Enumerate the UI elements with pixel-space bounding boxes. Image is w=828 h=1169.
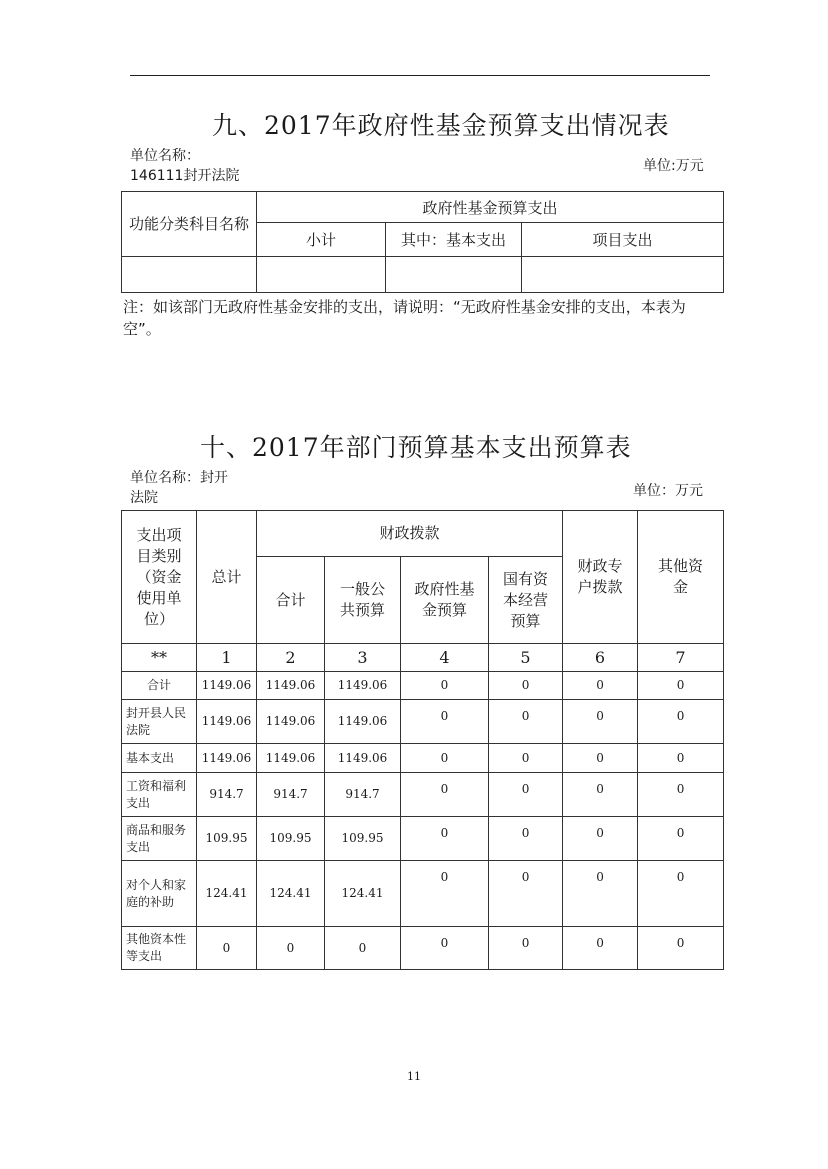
header-basic-expenditure: 其中：基本支出: [386, 223, 522, 257]
value-cell: 0: [401, 817, 489, 861]
value-cell: 0: [563, 773, 638, 817]
section9-title: 九、2017年政府性基金预算支出情况表: [212, 111, 670, 140]
table-row: [122, 700, 724, 744]
value-cell: 0: [563, 700, 638, 744]
value-cell: 109.95: [257, 817, 325, 861]
value-cell: 0: [489, 672, 563, 700]
header-gov-fund-budget: 政府性基金预算: [401, 557, 489, 644]
value-cell: 1149.06: [257, 744, 325, 773]
header-category: 支出项目类别（资金使用单位）: [122, 511, 197, 644]
value-cell: 1149.06: [325, 744, 401, 773]
index-cell: 1: [197, 644, 257, 672]
header-special-account: 财政专户拨款: [563, 511, 638, 644]
table-cell: [257, 257, 386, 293]
value-cell: 0: [257, 927, 325, 970]
index-cell: 4: [401, 644, 489, 672]
table-row: [122, 927, 724, 970]
value-cell: 0: [638, 672, 724, 700]
section9-unit-name-value: 146111封开法院: [130, 168, 240, 184]
value-cell: 124.41: [257, 861, 325, 927]
value-cell: 0: [638, 861, 724, 927]
section9-unit-name-label: 单位名称：: [130, 148, 200, 164]
value-cell: 0: [489, 744, 563, 773]
table-row: [122, 773, 724, 817]
section9-note: 注：如该部门无政府性基金安排的支出，请说明：“无政府性基金安排的支出，本表为空”。: [123, 298, 686, 338]
header-fiscal-appropriation: 财政拨款: [257, 511, 563, 557]
section10-unit-name-line1: 单位名称：封开: [130, 470, 228, 486]
page-number: 11: [407, 1070, 421, 1083]
value-cell: 0: [401, 700, 489, 744]
index-cell: 3: [325, 644, 401, 672]
value-cell: 0: [401, 861, 489, 927]
header-sum: 合计: [257, 557, 325, 644]
header-project-expenditure: 项目支出: [522, 223, 724, 257]
value-cell: 0: [563, 817, 638, 861]
value-cell: 0: [489, 773, 563, 817]
value-cell: 0: [401, 672, 489, 700]
header-state-capital-budget: 国有资本经营预算: [489, 557, 563, 644]
value-cell: 1149.06: [257, 700, 325, 744]
value-cell: 1149.06: [325, 672, 401, 700]
value-cell: 1149.06: [257, 672, 325, 700]
value-cell: 124.41: [197, 861, 257, 927]
row-label: 基本支出: [122, 744, 197, 773]
value-cell: 0: [401, 773, 489, 817]
row-label: 合计: [122, 672, 197, 700]
row-label: 封开县人民法院: [122, 700, 197, 744]
value-cell: 0: [563, 672, 638, 700]
value-cell: 914.7: [257, 773, 325, 817]
top-rule: [130, 75, 710, 76]
table-row: [122, 672, 724, 700]
value-cell: 0: [563, 927, 638, 970]
value-cell: 0: [197, 927, 257, 970]
header-other-funds: 其他资金: [638, 511, 724, 644]
index-cell: 2: [257, 644, 325, 672]
table-row: [122, 861, 724, 927]
value-cell: 1149.06: [197, 672, 257, 700]
value-cell: 0: [489, 700, 563, 744]
index-cell: 5: [489, 644, 563, 672]
basic-expenditure-table: [121, 510, 724, 970]
index-row: [122, 644, 724, 672]
value-cell: 0: [489, 817, 563, 861]
index-cell: 7: [638, 644, 724, 672]
value-cell: 1149.06: [325, 700, 401, 744]
value-cell: 0: [563, 861, 638, 927]
index-cell: **: [122, 644, 197, 672]
value-cell: 0: [638, 927, 724, 970]
table-row-empty: [122, 257, 724, 293]
value-cell: 1149.06: [197, 744, 257, 773]
value-cell: 109.95: [197, 817, 257, 861]
row-label: 对个人和家庭的补助: [122, 861, 197, 927]
table-cell: [386, 257, 522, 293]
row-label: 其他资本性等支出: [122, 927, 197, 970]
value-cell: 0: [638, 744, 724, 773]
value-cell: 1149.06: [197, 700, 257, 744]
header-total: 总计: [197, 511, 257, 644]
row-label: 工资和福利支出: [122, 773, 197, 817]
value-cell: 0: [489, 861, 563, 927]
value-cell: 0: [638, 817, 724, 861]
value-cell: 914.7: [197, 773, 257, 817]
value-cell: 0: [638, 773, 724, 817]
header-subtotal: 小计: [257, 223, 386, 257]
section10-unit-name-line2: 法院: [130, 490, 158, 506]
header-category: 功能分类科目名称: [122, 192, 257, 257]
section10-unit: 单位：万元: [633, 483, 703, 499]
value-cell: 914.7: [325, 773, 401, 817]
value-cell: 0: [401, 927, 489, 970]
value-cell: 0: [401, 744, 489, 773]
header-general-budget: 一般公共预算: [325, 557, 401, 644]
gov-fund-table: [121, 191, 724, 293]
section10-title: 十、2017年部门预算基本支出预算表: [200, 433, 632, 462]
index-cell: 6: [563, 644, 638, 672]
table-cell: [522, 257, 724, 293]
value-cell: 0: [325, 927, 401, 970]
value-cell: 0: [489, 927, 563, 970]
value-cell: 109.95: [325, 817, 401, 861]
table-row: [122, 817, 724, 861]
table-cell: [122, 257, 257, 293]
section9-unit: 单位:万元: [643, 158, 704, 174]
header-gov-fund-expenditure: 政府性基金预算支出: [257, 192, 724, 223]
value-cell: 124.41: [325, 861, 401, 927]
table-row: [122, 744, 724, 773]
value-cell: 0: [563, 744, 638, 773]
row-label: 商品和服务支出: [122, 817, 197, 861]
value-cell: 0: [638, 700, 724, 744]
